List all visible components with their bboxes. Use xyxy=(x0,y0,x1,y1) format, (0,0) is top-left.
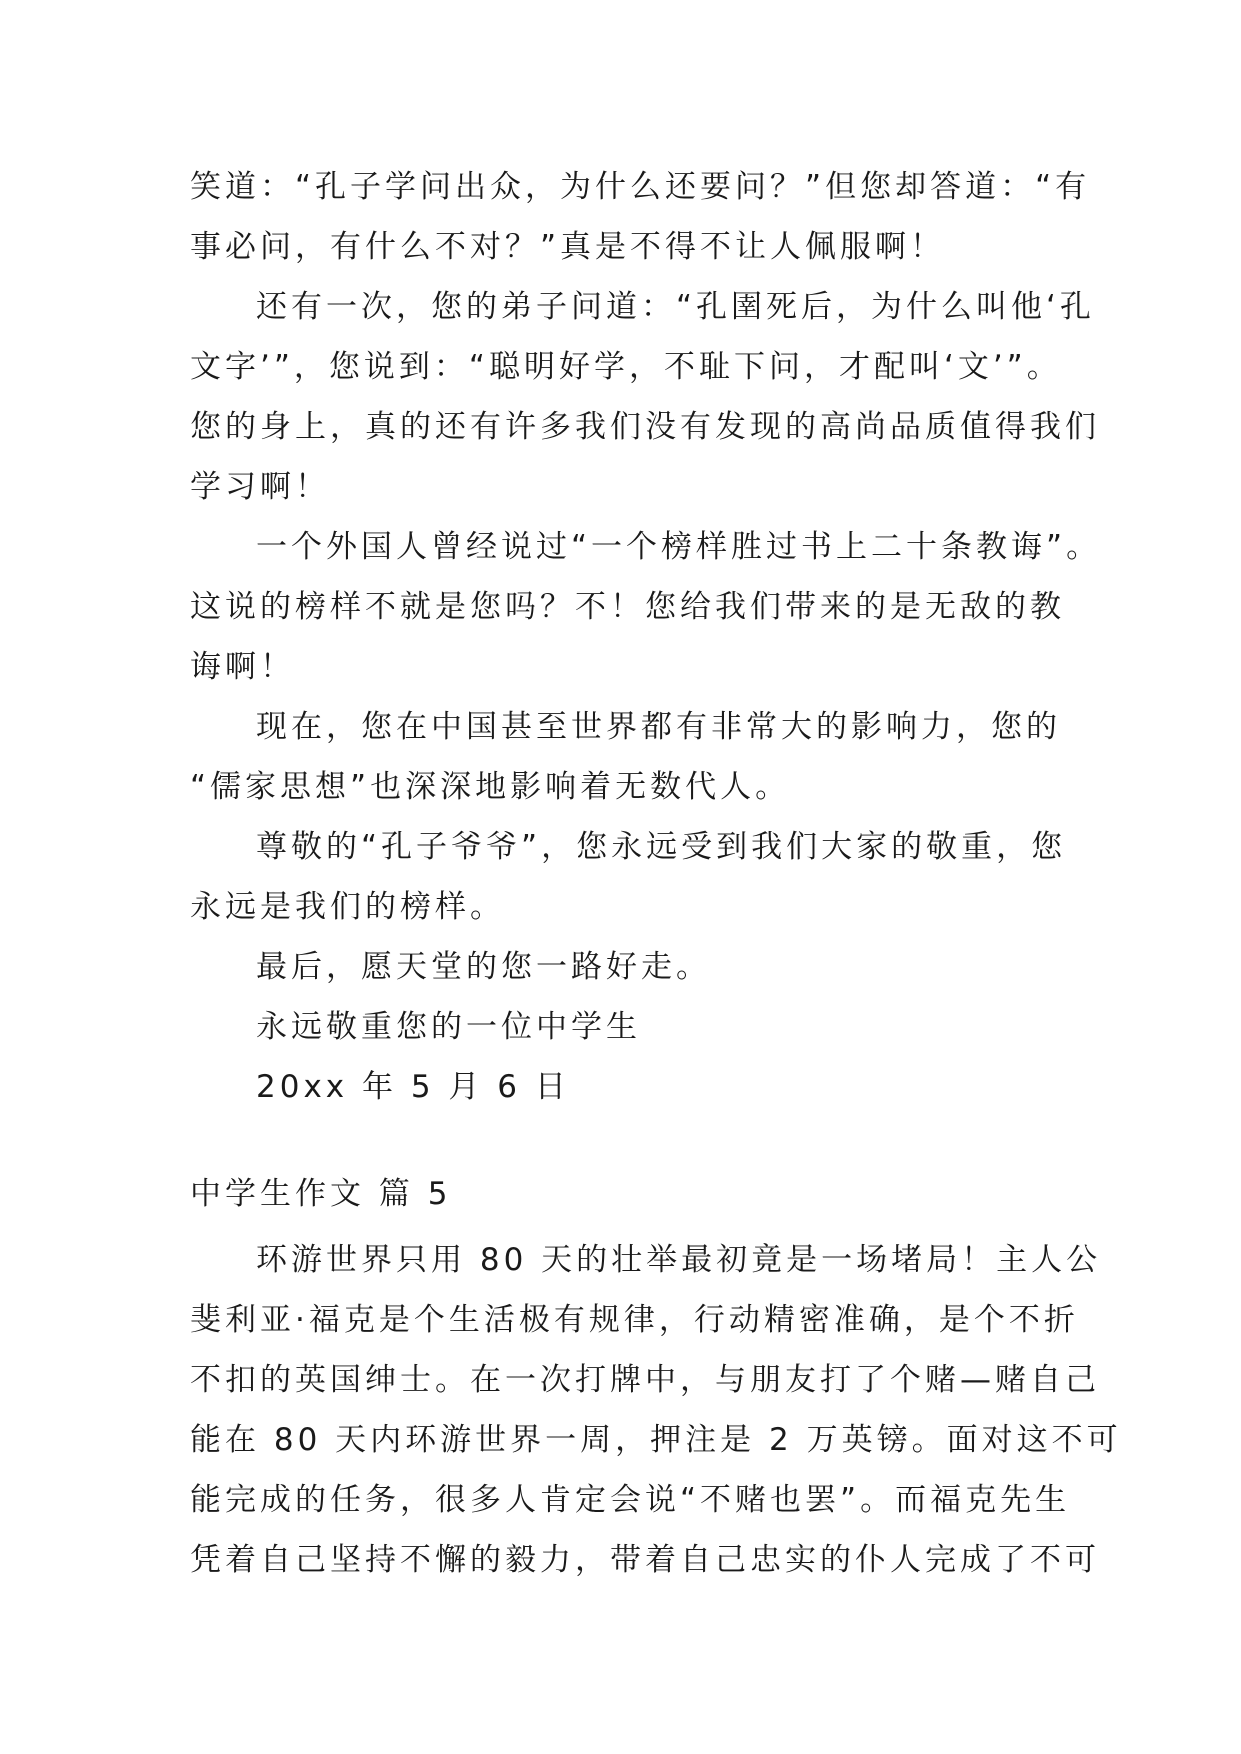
text-line: 现在，您在中国甚至世界都有非常大的影响力，您的 xyxy=(256,709,1061,745)
text-line: “儒家思想”也深深地影响着无数代人。 xyxy=(190,769,791,805)
text-line: 能在 80 天内环游世界一周，押注是 2 万英镑。面对这不可 xyxy=(190,1422,1122,1458)
text-line: 环游世界只用 80 天的壮举最初竟是一场堵局！主人公 xyxy=(256,1242,1102,1278)
text-line: 这说的榜样不就是您吗？不！您给我们带来的是无敌的教 xyxy=(190,589,1065,625)
text-line: 诲啊！ xyxy=(190,649,295,685)
text-line: 能完成的任务，很多人肯定会说“不赌也罢”。而福克先生 xyxy=(190,1482,1071,1518)
text-line: 凭着自己坚持不懈的毅力，带着自己忠实的仆人完成了不可 xyxy=(190,1542,1100,1578)
text-line: 学习啊！ xyxy=(190,469,330,505)
section-heading: 中学生作文 篇 5 xyxy=(190,1176,452,1212)
text-line: 笑道：“孔子学问出众，为什么还要问？”但您却答道：“有 xyxy=(190,169,1091,205)
text-line: 尊敬的“孔子爷爷”，您永远受到我们大家的敬重，您 xyxy=(256,829,1067,865)
text-line: 不扣的英国绅士。在一次打牌中，与朋友打了个赌—赌自己 xyxy=(190,1362,1100,1398)
text-line: 最后，愿天堂的您一路好走。 xyxy=(256,949,711,985)
text-line: 永远是我们的榜样。 xyxy=(190,889,505,925)
text-line: 斐利亚·福克是个生活极有规律，行动精密准确，是个不折 xyxy=(190,1302,1079,1338)
date-line: 20xx 年 5 月 6 日 xyxy=(256,1069,570,1105)
text-line: 还有一次，您的弟子问道：“孔圉死后，为什么叫他‘孔 xyxy=(256,289,1095,325)
text-line: 文字’”，您说到：“聪明好学，不耻下问，才配叫‘文’”。 xyxy=(190,349,1062,385)
text-line: 一个外国人曾经说过“一个榜样胜过书上二十条教诲”。 xyxy=(256,529,1102,565)
text-line: 您的身上，真的还有许多我们没有发现的高尚品质值得我们 xyxy=(190,409,1100,445)
text-line: 事必问，有什么不对？”真是不得不让人佩服啊！ xyxy=(190,229,946,265)
signature-line: 永远敬重您的一位中学生 xyxy=(256,1009,641,1045)
